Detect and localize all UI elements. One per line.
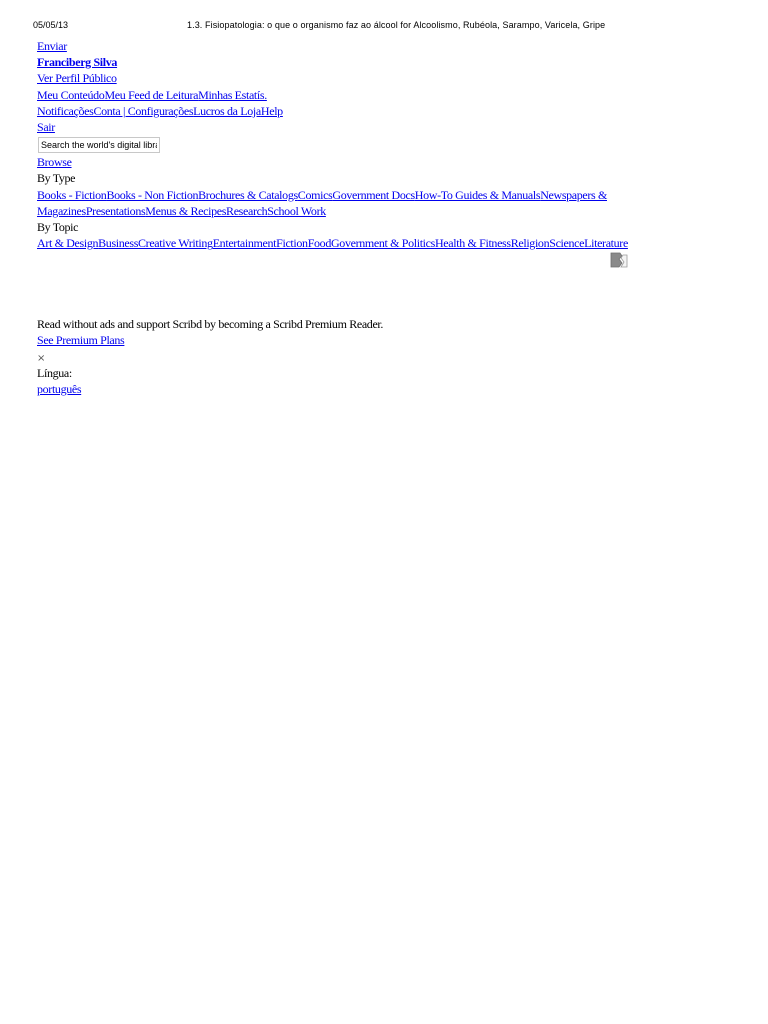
- premium-plans-link[interactable]: See Premium Plans: [37, 333, 125, 348]
- type-link-books-fiction[interactable]: Books - Fiction: [37, 187, 107, 202]
- account-settings-link[interactable]: Conta | Configurações: [93, 103, 194, 118]
- topic-link-entertainment[interactable]: Entertainment: [212, 236, 277, 251]
- by-type-label: By Type: [37, 171, 76, 186]
- print-date: 05/05/13: [33, 20, 69, 30]
- language-label: Língua:: [37, 365, 72, 380]
- topic-link-business[interactable]: Business: [98, 236, 139, 251]
- topic-link-food[interactable]: Food: [307, 236, 331, 251]
- topic-link-religion[interactable]: Religion: [510, 236, 550, 251]
- page-content: [37, 38, 737, 397]
- type-link-howto[interactable]: How-To Guides & Manuals: [414, 187, 541, 202]
- help-link[interactable]: Help: [260, 103, 283, 118]
- topic-link-health-fitness[interactable]: Health & Fitness: [434, 236, 511, 251]
- page-title: 1.3. Fisiopatologia: o que o organismo faz ao álcool for Alcoolismo, Rubéola, Sarampo, Varicela, Gripe: [187, 20, 606, 30]
- topic-link-creative-writing[interactable]: Creative Writing: [138, 236, 213, 251]
- topic-link-government-politics[interactable]: Government & Politics: [330, 236, 435, 251]
- notifications-link[interactable]: Notificações: [37, 103, 94, 118]
- public-profile-link[interactable]: Ver Perfil Público: [37, 71, 117, 86]
- topic-link-science[interactable]: Science: [549, 236, 585, 251]
- store-earnings-link[interactable]: Lucros da Loja: [193, 103, 261, 118]
- print-header: [0, 0, 768, 34]
- type-link-books-nonfiction[interactable]: Books - Non Fiction: [106, 187, 199, 202]
- type-links-row: [37, 187, 737, 203]
- upload-link[interactable]: Enviar: [37, 39, 67, 53]
- topic-link-literature[interactable]: Literature: [584, 236, 628, 251]
- my-stats-link[interactable]: Minhas Estatís.: [198, 87, 267, 102]
- type-link-presentations[interactable]: Presentations: [85, 203, 146, 218]
- type-link-newspapers[interactable]: Newspapers &: [540, 187, 607, 202]
- by-topic-label: By Topic: [37, 219, 79, 234]
- topic-link-art-design[interactable]: Art & Design: [37, 236, 99, 251]
- type-link-brochures[interactable]: Brochures & Catalogs: [198, 187, 298, 202]
- language-link[interactable]: português: [37, 382, 82, 396]
- browse-link[interactable]: Browse: [37, 155, 72, 170]
- type-link-magazines[interactable]: Magazines: [37, 203, 86, 218]
- logout-link[interactable]: Sair: [37, 119, 55, 134]
- my-content-link[interactable]: Meu Conteúdo: [37, 87, 105, 102]
- type-links-row-2: [37, 203, 737, 219]
- reading-feed-link[interactable]: Meu Feed de Leitura: [104, 87, 199, 102]
- user-links-row: [37, 87, 737, 103]
- type-link-government-docs[interactable]: Government Docs: [332, 187, 415, 202]
- type-link-menus[interactable]: Menus & Recipes: [145, 203, 227, 218]
- broken-image-icon: [610, 252, 628, 268]
- user-name-link[interactable]: Franciberg Silva: [37, 55, 118, 70]
- type-link-school-work[interactable]: School Work: [267, 203, 326, 218]
- topic-links-row: [37, 235, 737, 251]
- topic-link-fiction[interactable]: Fiction: [276, 236, 308, 251]
- type-link-research[interactable]: Research: [226, 203, 268, 218]
- premium-message: Read without ads and support Scribd by becoming a Scribd Premium Reader.: [37, 317, 384, 332]
- account-links-row: [37, 103, 737, 119]
- search-input[interactable]: [38, 137, 160, 153]
- type-link-comics[interactable]: Comics: [297, 187, 333, 202]
- ad-spacer: [37, 251, 737, 316]
- close-icon[interactable]: ×: [37, 352, 46, 364]
